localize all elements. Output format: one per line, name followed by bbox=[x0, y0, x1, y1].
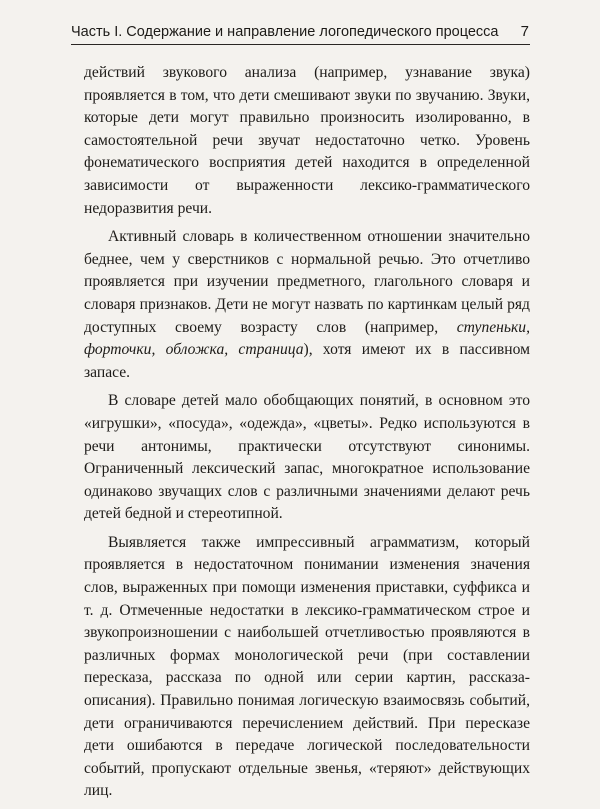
paragraph bbox=[84, 390, 530, 526]
italic-examples: ступеньки, форточки, обложка, страница bbox=[84, 318, 530, 359]
page-number: 7 bbox=[520, 23, 529, 40]
text-segment: Активный словарь в количественном отношении значительно беднее, чем у сверстников с нормальной речью. Это отчетливо проявляется при изучении предметного, глагольного словаря и словаря признаков. Дети не могут назвать по картинкам целый ряд доступных своему возрасту слов (например, bbox=[84, 228, 530, 336]
text-segment: действий звукового анализа (например, узнавание звука) проявляется в том, что дети смешивают звуки по звучанию. Звуки, которые дети могут правильно произносить изолированно, в самостоятельной речи звучат недостаточно четко. Уровень фонематического восприятия детей находится в определенной зависимости от выраженности лексико-грамматического недоразвития речи. bbox=[84, 64, 530, 217]
paragraph bbox=[84, 226, 530, 384]
paragraph bbox=[84, 62, 530, 220]
running-header bbox=[71, 18, 530, 45]
text-segment: В словаре детей мало обобщающих понятий, в основном это «игрушки», «посуда», «одежда», «цветы». Редко используются в речи антонимы, практически отсутствуют синонимы. Ограниченный лексический запас, многократное использование одинаково звучащих слов с различными значениями делают речь детей бедной и стереотипной. bbox=[84, 392, 530, 523]
running-title: Часть I. Содержание и направление логопедического процесса bbox=[71, 24, 499, 40]
text-segment: ), хотя имеют их в пассивном запасе. bbox=[84, 341, 530, 381]
text-segment: Выявляется также импрессивный аграмматизм, который проявляется в недостаточном понимании изменения значения слов, выраженных при помощи изменения приставки, суффикса и т. д. Отмеченные недостатки в лексико-грамматическом строе и звукопроизношении с наибольшей отчетливостью проявляются в различных формах монологической речи (при составлении пересказа, рассказа по одной или серии картин, рассказа-описания). Правильно понимая логическую взаимосвязь событий, дети ограничиваются перечислением действий. При пересказе дети ошибаются в передаче логической последовательности событий, пропускают отдельные звенья, «теряют» действующих лиц. bbox=[84, 533, 530, 800]
paragraph bbox=[84, 532, 530, 803]
body-text bbox=[84, 62, 530, 809]
